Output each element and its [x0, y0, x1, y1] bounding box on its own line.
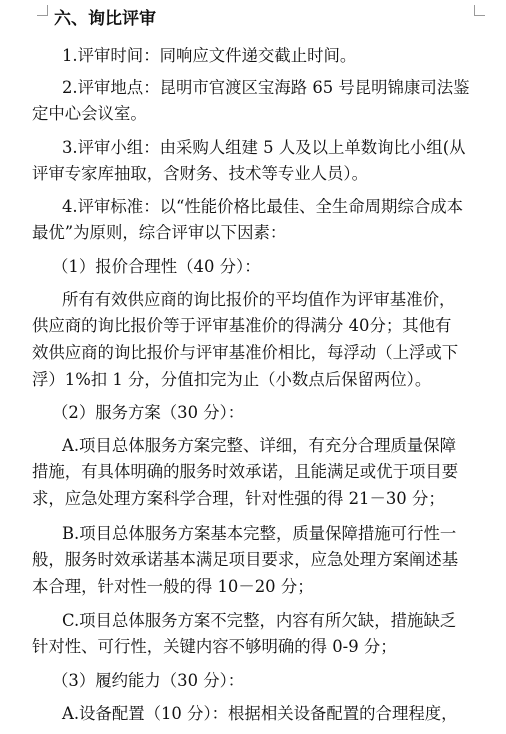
price-rule-line-3: 效供应商的询比报价与评审基准价相比，每浮动（上浮或下	[32, 343, 459, 362]
price-rule-line-2: 供应商的询比报价等于评审基准价的得满分 40分；其他有	[32, 316, 452, 335]
page-corner-mark-left	[37, 5, 48, 16]
price-rationality-heading: （1）报价合理性（40 分）：	[52, 257, 261, 276]
review-standard-line-cont: 最优”为原则，综合评审以下因素：	[32, 223, 287, 242]
service-plan-c-line-1: C.项目总体服务方案不完整，内容有所欠缺，措施缺乏	[62, 611, 457, 630]
service-plan-a-line-1: A.项目总体服务方案完整、详细，有充分合理质量保障	[62, 436, 457, 455]
price-rule-line-1: 所有有效供应商的询比报价的平均值作为评审基准价，	[62, 290, 456, 309]
service-plan-a-line-2: 措施，有具体明确的服务时效承诺，且能满足或优于项目要	[32, 462, 459, 481]
review-location-line-cont: 定中心会议室。	[32, 104, 147, 123]
service-plan-b-line-3: 本合理，针对性一般的得 10－20 分；	[32, 577, 314, 596]
review-standard-line: 4.评审标准：以“性能价格比最佳、全生命周期综合成本	[62, 197, 464, 216]
service-plan-b-line-2: 般，服务时效承诺基本满足项目要求，应急处理方案阐述基	[32, 550, 459, 569]
page-corner-mark-right	[474, 5, 485, 16]
price-rule-line-4: 浮）1%扣 1 分，分值扣完为止（小数点后保留两位）。	[32, 370, 432, 389]
section-heading: 六、询比评审	[54, 9, 156, 29]
service-plan-a-line-3: 求，应急处理方案科学合理，针对性强的得 21－30 分；	[32, 489, 445, 508]
review-location-line: 2.评审地点：昆明市官渡区宝海路 65 号昆明锦康司法鉴	[62, 78, 470, 97]
service-plan-c-line-2: 针对性、可行性，关键内容不够明确的得 0-9 分；	[32, 637, 397, 656]
performance-heading: （3）履约能力（30 分）：	[52, 671, 245, 690]
equipment-line: A.设备配置（10 分）：根据相关设备配置的合理程度，	[62, 704, 458, 723]
service-plan-b-line-1: B.项目总体服务方案基本完整，质量保障措施可行性一	[62, 524, 457, 543]
review-time-line: 1.评审时间：同响应文件递交截止时间。	[62, 46, 357, 65]
review-panel-line: 3.评审小组：由采购人组建 5 人及以上单数询比小组(从	[62, 138, 466, 157]
review-panel-line-cont: 评审专家库抽取，含财务、技术等专业人员）。	[32, 164, 369, 183]
service-plan-heading: （2）服务方案（30 分）：	[52, 403, 245, 422]
